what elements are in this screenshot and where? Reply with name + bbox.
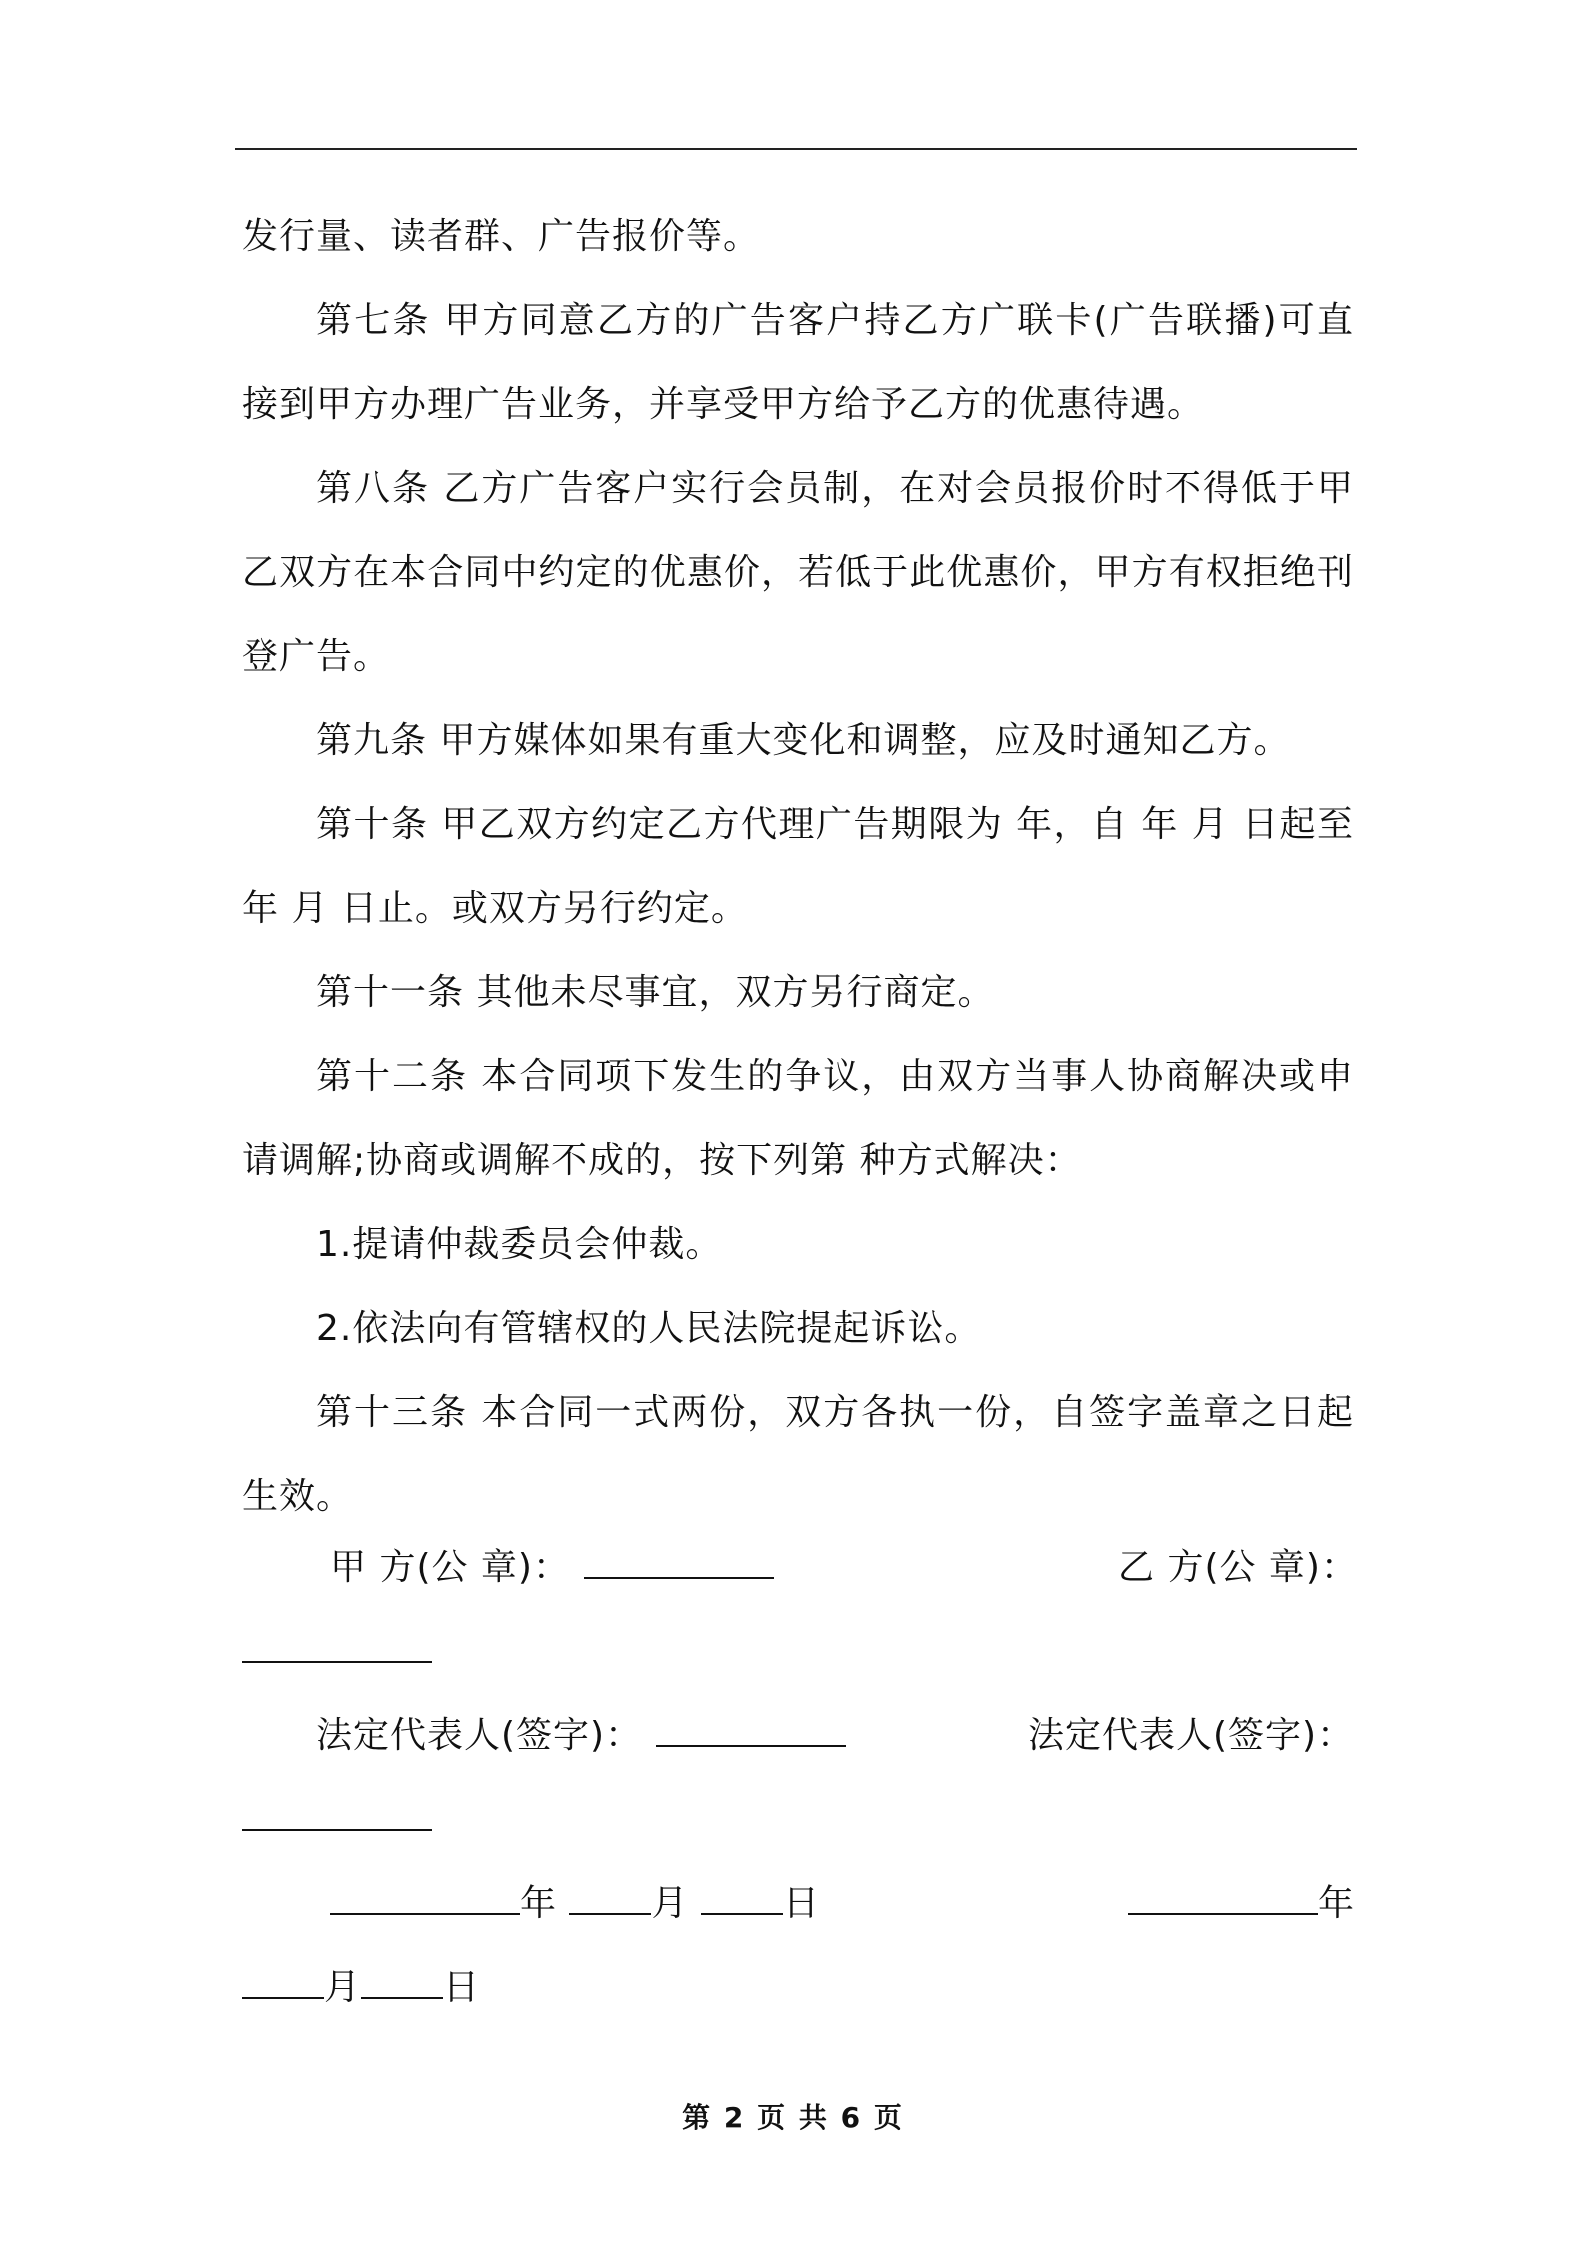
article-12: 第十二条 本合同项下发生的争议，由双方当事人协商解决或申请调解;协商或调解不成的，按下列第 种方式解决：	[242, 1056, 1354, 1181]
date-a-year-blank	[330, 1883, 520, 1915]
date-b-month-day-line	[242, 1966, 480, 2010]
legal-rep-b-blank-line	[242, 1798, 432, 1842]
dispute-option-1: 1.提请仲裁委员会仲裁。	[316, 1224, 723, 1265]
date-a-line	[330, 1882, 820, 1926]
date-a-day-blank	[701, 1883, 783, 1915]
date-b-year-line	[1128, 1882, 1355, 1926]
party-b-seal-blank-line	[242, 1630, 432, 1674]
party-a-seal-blank	[584, 1547, 774, 1579]
party-a-seal-line	[330, 1546, 774, 1590]
paragraph-continued: 发行量、读者群、广告报价等。	[242, 216, 761, 257]
date-a-year-label: 年	[520, 1883, 558, 1924]
date-a-day-label: 日	[782, 1883, 820, 1924]
article-7: 第七条 甲方同意乙方的广告客户持乙方广联卡(广告联播)可直接到甲方办理广告业务，并享受甲方给予乙方的优惠待遇。	[242, 300, 1354, 425]
date-b-day-label: 日	[443, 1967, 481, 2008]
article-8: 第八条 乙方广告客户实行会员制，在对会员报价时不得低于甲乙双方在本合同中约定的优惠价，若低于此优惠价，甲方有权拒绝刊登广告。	[242, 468, 1354, 677]
party-a-seal-label: 甲 方(公 章)：	[330, 1547, 570, 1588]
legal-rep-b-blank	[242, 1799, 432, 1831]
legal-rep-a-label: 法定代表人(签字)：	[316, 1715, 643, 1756]
date-b-year-blank	[1128, 1883, 1318, 1915]
date-b-month-blank	[242, 1967, 324, 1999]
article-11: 第十一条 其他未尽事宜，双方另行商定。	[316, 972, 995, 1013]
party-b-seal-line	[1118, 1546, 1358, 1590]
contract-body	[242, 195, 1354, 1539]
date-a-month-blank	[569, 1883, 651, 1915]
date-b-month-label: 月	[324, 1967, 362, 2008]
date-a-month-label: 月	[651, 1883, 689, 1924]
dispute-option-2: 2.依法向有管辖权的人民法院提起诉讼。	[316, 1308, 982, 1349]
header-rule	[235, 148, 1357, 150]
legal-rep-a-blank	[656, 1715, 846, 1747]
date-b-day-blank	[361, 1967, 443, 1999]
legal-rep-b-line	[1028, 1714, 1354, 1758]
article-9: 第九条 甲方媒体如果有重大变化和调整，应及时通知乙方。	[316, 720, 1291, 761]
date-b-year-label: 年	[1318, 1883, 1356, 1924]
page-number: 第 2 页 共 6 页	[682, 2101, 904, 2134]
legal-rep-a-line	[316, 1714, 846, 1758]
article-13: 第十三条 本合同一式两份，双方各执一份，自签字盖章之日起生效。	[242, 1392, 1354, 1517]
party-b-seal-blank	[242, 1631, 432, 1663]
article-10: 第十条 甲乙双方约定乙方代理广告期限为 年，自 年 月 日起至 年 月 日止。或双方另行约定。	[242, 804, 1354, 929]
legal-rep-b-label: 法定代表人(签字)：	[1028, 1715, 1355, 1756]
party-b-seal-label: 乙 方(公 章)：	[1118, 1547, 1358, 1588]
